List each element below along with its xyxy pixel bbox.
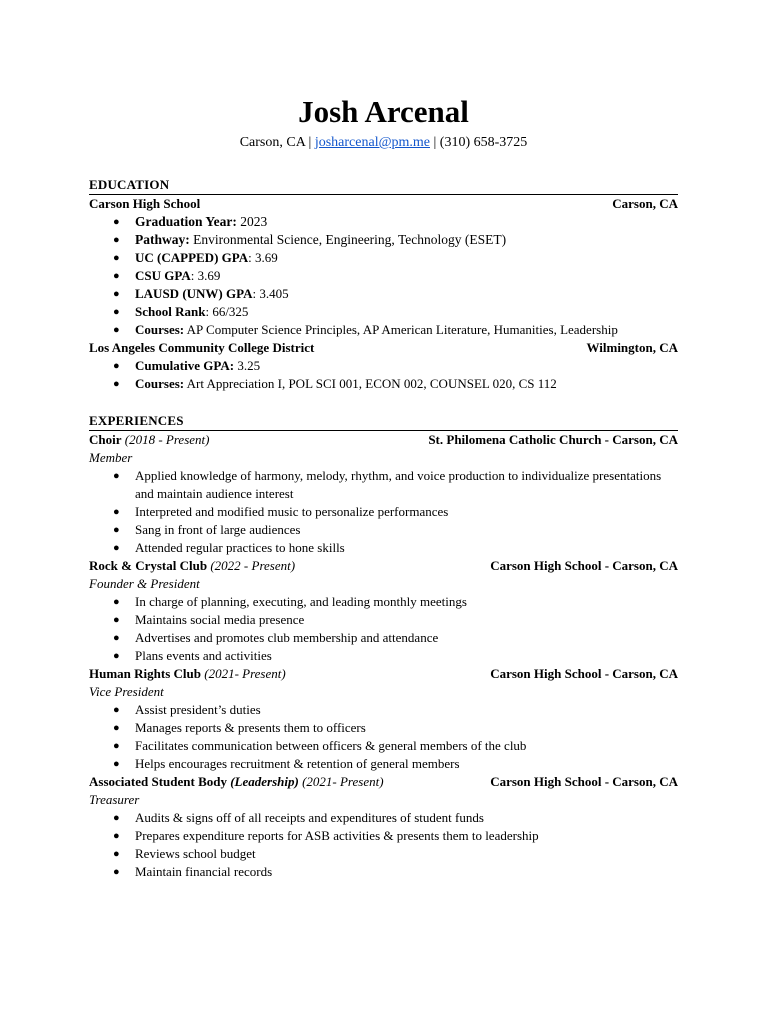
experience-title-group — [89, 773, 384, 791]
experience-bullet — [89, 593, 678, 611]
education-list — [89, 357, 678, 393]
experience-bullet — [89, 521, 678, 539]
experience-bullet — [89, 647, 678, 665]
bullet-icon: ● — [113, 324, 120, 336]
experience-bullet-text: Maintains social media presence — [135, 612, 305, 627]
bullet-icon: ● — [113, 542, 120, 554]
experience-bullet — [89, 719, 678, 737]
experience-bullet — [89, 827, 678, 845]
phone-text: (310) 658-3725 — [439, 135, 528, 150]
education-item — [89, 285, 678, 303]
experience-bullet-text: Sang in front of large audiences — [135, 522, 301, 537]
school-location: Wilmington, CA — [586, 340, 678, 355]
education-item-value: : 3.69 — [248, 250, 278, 265]
experience-title-group — [89, 557, 295, 575]
experiences-heading: EXPERIENCES — [89, 413, 678, 431]
experience-bullet-text: Applied knowledge of harmony, melody, rhythm, and voice production to individualize presentations and maintain audience interest — [135, 468, 662, 501]
bullet-icon: ● — [113, 740, 120, 752]
experience-bullet-text: Prepares expenditure reports for ASB activities & presents them to leadership — [135, 828, 539, 843]
school-location: Carson, CA — [612, 196, 678, 211]
education-item-label: Courses: — [135, 322, 185, 337]
education-item-label: Courses: — [135, 376, 185, 391]
education-item — [89, 357, 678, 375]
experience-bullets — [89, 467, 678, 557]
experience-bullet — [89, 863, 678, 881]
experience-bullets — [89, 809, 678, 881]
experience-bullet — [89, 611, 678, 629]
experience-row — [89, 557, 678, 575]
experience-bullet — [89, 755, 678, 773]
education-section — [89, 195, 678, 393]
education-item — [89, 303, 678, 321]
bullet-icon: ● — [113, 216, 120, 228]
bullet-icon: ● — [113, 830, 120, 842]
experience-bullet-text: Interpreted and modified music to personalize performances — [135, 504, 449, 519]
bullet-icon: ● — [113, 812, 120, 824]
experiences-section — [89, 431, 678, 881]
contact-line — [89, 134, 678, 152]
experience-bullet-text: Audits & signs off of all receipts and expenditures of student funds — [135, 810, 484, 825]
education-item-value: 3.25 — [234, 358, 261, 373]
bullet-icon: ● — [113, 704, 120, 716]
education-item-value: : 3.69 — [190, 268, 221, 283]
experience-row — [89, 431, 678, 449]
experience-title-suffix: (Leadership) — [226, 774, 299, 789]
education-item-value: : 3.405 — [252, 286, 289, 301]
experience-title-group — [89, 665, 286, 683]
experience-title-group — [89, 431, 209, 449]
experience-bullet — [89, 701, 678, 719]
bullet-icon: ● — [113, 288, 120, 300]
experience-bullet-text: Maintain financial records — [135, 864, 273, 879]
experience-row — [89, 665, 678, 683]
bullet-icon: ● — [113, 614, 120, 626]
education-item-value: : 66/325 — [205, 304, 249, 319]
school-name: Los Angeles Community College District — [89, 340, 315, 355]
experience-bullet — [89, 845, 678, 863]
contact-separator: | — [429, 135, 440, 150]
experience-bullet — [89, 809, 678, 827]
experience-bullet-text: In charge of planning, executing, and leading monthly meetings — [135, 594, 467, 609]
education-item-label: Pathway: — [135, 232, 190, 247]
experience-bullet-text: Plans events and activities — [135, 648, 272, 663]
resume-name: Josh Arcenal — [298, 94, 469, 129]
experience-role: Founder & President — [89, 576, 200, 591]
contact-separator: | — [305, 135, 315, 150]
bullet-icon: ● — [113, 758, 120, 770]
experience-dates: (2021- Present) — [200, 666, 286, 681]
experience-bullet — [89, 539, 678, 557]
experience-bullet-text: Manages reports & presents them to officers — [135, 720, 366, 735]
experience-bullet-text: Facilitates communication between officers & general members of the club — [135, 738, 527, 753]
experience-bullet — [89, 737, 678, 755]
bullet-icon: ● — [113, 722, 120, 734]
education-item-label: UC (CAPPED) GPA — [135, 250, 249, 265]
bullet-icon: ● — [113, 378, 120, 390]
experience-bullet-text: Helps encourages recruitment & retention of general members — [135, 756, 460, 771]
experience-row — [89, 773, 678, 791]
bullet-icon: ● — [113, 650, 120, 662]
education-item — [89, 375, 678, 393]
education-item-label: LAUSD (UNW) GPA — [135, 286, 253, 301]
bullet-icon: ● — [113, 506, 120, 518]
experience-bullet-text: Reviews school budget — [135, 846, 256, 861]
experience-title: Human Rights Club — [89, 666, 201, 681]
bullet-icon: ● — [113, 524, 120, 536]
education-item-label: Cumulative GPA: — [135, 358, 235, 373]
education-item-label: School Rank — [135, 304, 206, 319]
experience-organization: Carson High School - Carson, CA — [490, 558, 678, 573]
bullet-icon: ● — [113, 306, 120, 318]
experience-bullet-text: Assist president’s duties — [135, 702, 261, 717]
experience-bullet — [89, 629, 678, 647]
experience-organization: St. Philomena Catholic Church - Carson, CA — [428, 432, 678, 447]
school-row — [89, 339, 678, 357]
experience-role: Vice President — [89, 684, 164, 699]
email-link[interactable]: josharcenal@pm.me — [314, 135, 430, 150]
bullet-icon: ● — [113, 596, 120, 608]
school-row — [89, 195, 678, 213]
experience-dates: (2018 - Present) — [121, 432, 210, 447]
experience-title: Associated Student Body — [89, 774, 227, 789]
education-item — [89, 249, 678, 267]
education-item-value: 2023 — [236, 214, 268, 229]
bullet-icon: ● — [113, 848, 120, 860]
experience-bullet-text: Advertises and promotes club membership and attendance — [135, 630, 439, 645]
experience-bullet — [89, 467, 678, 503]
bullet-icon: ● — [113, 270, 120, 282]
experience-title: Choir — [89, 432, 122, 447]
experience-role: Member — [89, 450, 133, 465]
education-heading: EDUCATION — [89, 177, 678, 195]
experience-title: Rock & Crystal Club — [89, 558, 208, 573]
education-item-label: CSU GPA — [135, 268, 191, 283]
education-item-value: Environmental Science, Engineering, Technology (ESET) — [189, 232, 507, 247]
experience-bullet — [89, 503, 678, 521]
education-item — [89, 321, 678, 339]
education-list — [89, 213, 678, 339]
education-item — [89, 231, 678, 249]
experience-organization: Carson High School - Carson, CA — [490, 774, 678, 789]
experience-bullets — [89, 701, 678, 773]
bullet-icon: ● — [113, 632, 120, 644]
bullet-icon: ● — [113, 252, 120, 264]
resume-page — [89, 94, 678, 881]
experience-bullets — [89, 593, 678, 665]
bullet-icon: ● — [113, 234, 120, 246]
bullet-icon: ● — [113, 360, 120, 372]
education-item-value: Art Appreciation I, POL SCI 001, ECON 002, COUNSEL 020, CS 112 — [184, 376, 557, 391]
location-text: Carson, CA — [239, 135, 306, 150]
experience-organization: Carson High School - Carson, CA — [490, 666, 678, 681]
experience-dates: (2021- Present) — [298, 774, 384, 789]
experience-dates: (2022 - Present) — [207, 558, 296, 573]
experience-bullet-text: Attended regular practices to hone skills — [135, 540, 345, 555]
education-item — [89, 213, 678, 231]
education-item-value: AP Computer Science Principles, AP American Literature, Humanities, Leadership — [184, 322, 618, 337]
bullet-icon: ● — [113, 866, 120, 878]
education-item — [89, 267, 678, 285]
bullet-icon: ● — [113, 470, 120, 482]
experience-role: Treasurer — [89, 792, 140, 807]
school-name: Carson High School — [89, 196, 201, 211]
education-item-label: Graduation Year: — [135, 214, 237, 229]
